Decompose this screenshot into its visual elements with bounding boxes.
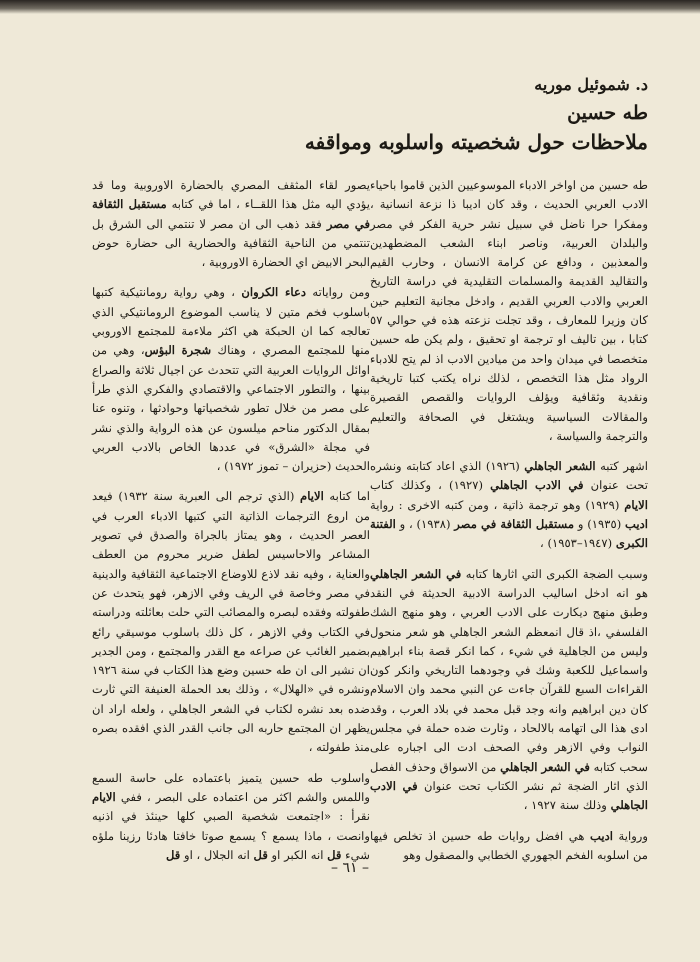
paragraph: ومن رواياته دعاء الكروان ، وهي رواية رومانتيكية كتبها باسلوب فخم متين لا يناسب الموضوع الرومانتيكي الذي تعالجه كما ان الحبكة هي اكثر ملاءمة للمجتمع الاوروبي منها للمجتمع المصري ، وهناك شجرة البؤس، وهي من اوائل الروايات العربية التي تتحدث عن اجيال ثلاثة والصراع بينها ، والتطور الاجتماعي والاقتصادي والفكري الذي طرأ على مصر من خلال تطور شخصياتها وحوادثها ، وتنوه عنا بمقال الدكتور مناحم ميلسون عن هذه الرواية والذي نشر في مجلة «الشرق» في عددها الخاص بالادب العربي الحديث (حزيران – تموز ١٩٧٢) ، bbox=[92, 285, 370, 474]
article-title: ملاحظات حول شخصيته واسلوبه ومواقفه bbox=[304, 130, 648, 154]
article-header bbox=[48, 72, 648, 156]
page-number: – ٦١ – bbox=[331, 860, 369, 876]
paragraph: وسبب الضجة الكبرى التي اثارها كتابه في الشعر الجاهلي هو انه ادخل اساليب الدراسة الادبية الحديثة في النقد وطبق منهج ديكارت على الادب العربي ، وهو منهج الشك الفلسفي ،اذ قال انمعظم الشعر الجاهلي هو شعر منحول وليس من الجاهلية في شيء ، كما انكر قصة بناء ابراهيم واسماعيل للكعبة وشك في وجودهما التاريخي وانكر كون القراءات السبع للقرآن جاءت عن النبي محمد وان الاسلام كان دين ابراهيم وانه وجد قبل محمد في بلاد العرب ، وقد ادى هذا الى اتهامه بالالحاد ، وثارت ضده حملة في مجلس النواب وفي الازهر وفي الصحف ادت الى اجباره على سحب كتابه في الشعر الجاهلي من الاسواق وحذف الفصل الذي اثار الضجة ثم نشر الكتاب تحت عنوان في الادب الجاهلي وذلك سنة ١٩٢٧ ، bbox=[370, 566, 649, 813]
paragraph: واسلوب طه حسين يتميز باعتماده على حاسة السمع واللمس والشم اكثر من اعتماده على البصر ، ففي الايام نقرأ : «اجتمعت شخصية الصبي كلها حينئذ في اذنيه وانصت ، ماذا يسمع ؟ يسمع صوتا خافتا هادئا رزينا ملؤه شيء قل انه الكبر او قل انه الجلال ، او قل bbox=[92, 770, 370, 862]
scan-edge bbox=[0, 0, 700, 14]
author-name: د. شموئيل موريه bbox=[534, 75, 648, 94]
right-column bbox=[370, 176, 648, 876]
left-column bbox=[92, 176, 370, 876]
paragraph: يصور لقاء المثقف المصري بالحضارة الاوروبية وما قد يؤدي اليه مثل هذا اللقــاء ، اما في كتابه مستقبل الثقافة في مصر فقد ذهب الى ان مصر لا تنتمي الى الشرق بل تنتمي من الناحية الثقافية والحضارية الى حضارة حوض البحر الابيض اي الحضارة الاوروبية ، bbox=[92, 178, 371, 270]
paragraph: اما كتابه الايام (الذي ترجم الى العبرية سنة ١٩٣٢) فيعد من اروع الترجمات الذاتية التي كتبها الادباء العرب في العصر الحديث ، وهو يمتاز بالجراة والصدق في تصوير المشاعر والاحاسيس لطفل ضرير محروم من العطف والعناية ، وفيه نقد لاذع للاوضاع الاجتماعية الثقافية والدينية في مصر وخاصة في الريف وفي الازهر، فهو يتحدث عن طفولته وفقده لبصره والمصائب التي حلت بعائلته ودراسته في الكتاب وفي الازهر ، كل ذلك باسلوب موسيقي رائع بضمير الغائب عن صراعه مع القدر والمجتمع ، ومن الجدير ان نشير الى ان طه حسين وضع هذا الكتاب في سنة ١٩٢٦ ونشره في «الهلال» ، وذلك بعد الحملة العنيفة التي ثارت ضده بعد نشره لكتاب في الشعر الجاهلي ، ولعله اراد ان يظهر ان المجتمع حاربه الى جانب القدر الذي افقده بصره منذ طفولته ، bbox=[92, 489, 370, 755]
article-subject: طه حسين bbox=[567, 102, 648, 124]
paragraph: طه حسين من اواخر الادباء الموسوعيين الذين قاموا باحياء الادب العربي الحديث ، وقد كان اديبا ذا نزعة انسانية ، ومفكرا حرا ناضل في سبيل نشر حرية الفكر في مصر والبلدان العربية، وناصر ابناء الشعب المضطهدين والمعذبين ، ودافع عن كرامة الانسان ، وحارب القيم والتقاليد القديمة والمسلمات التقليدية في دراسة التاريخ العربي والادب العربي القديم ، وادخل مجانية التعليم حين كان وزيرا للمعارف ، وقد تجلت نزعته هذه في حوالي ٥٧ كتابا ، بين تاليف او ترجمة او تحقيق ، ولم يكن طه حسين متخصصا في ميدان واحد من ميادين الادب اذ لم يتح للادباء الرواد مثل هذا التخصص ، لذلك نراه يكتب كتبا تاريخية ونقدية وثقافية ويؤلف الروايات والقصص القصيرة والمقالات السياسية ويشتغل في الصحافة والتعليم والترجمة والسياسة ، bbox=[370, 178, 648, 443]
paragraph: اشهر كتبه الشعر الجاهلي (١٩٢٦) الذي اعاد كتابته ونشره تحت عنوان في الادب الجاهلي (١٩٢٧) ، وكذلك كتاب الايام (١٩٢٩) وهو ترجمة ذاتية ، ومن كتبه الاخرى : رواية اديب (١٩٣٥) و مستقبل الثقافة في مصر (١٩٣٨) ، و الفتنة الكبرى (١٩٤٧–١٩٥٣) ، bbox=[370, 459, 648, 551]
paragraph: ورواية اديب هي افضل روايات طه حسين اذ تخلص فيها من اسلوبه الفخم الجهوري الخطابي والمصقول وهو bbox=[370, 828, 649, 862]
